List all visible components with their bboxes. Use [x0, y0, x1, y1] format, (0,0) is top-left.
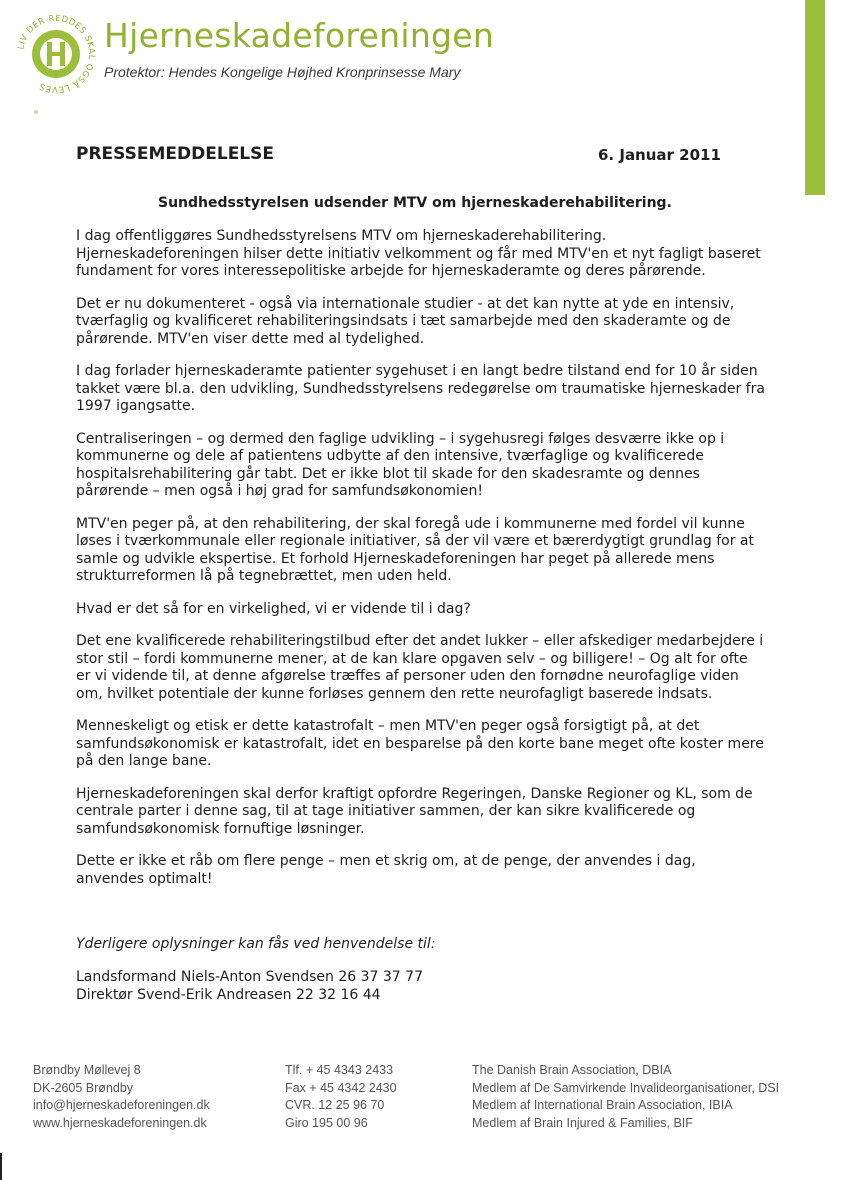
- body-paragraph: Hjerneskadeforeningen skal derfor kraftigt opfordre Regeringen, Danske Regioner og KL, som de centrale parter i denne sag, til at tage initiativer sammen, der kan sikre kvalificerede og samfundsøkonomisk fornuftige løsninger.: [76, 785, 753, 837]
- contact-list: [76, 968, 423, 1004]
- contact-intro: Yderligere oplysninger kan fås ved henvendelse til:: [76, 936, 436, 952]
- document-type-label: PRESSEMEDDELELSE: [76, 144, 274, 164]
- footer-city: DK-2605 Brøndby: [33, 1080, 134, 1095]
- footer-contact-numbers: [285, 1062, 397, 1132]
- footer-street: Brøndby Møllevej 8: [33, 1063, 141, 1077]
- body-paragraph: Hvad er det så for en virkelighed, vi er vidende til i dag?: [76, 600, 471, 617]
- scan-edge-mark: [0, 1153, 2, 1180]
- membership-line: Medlem af De Samvirkende Invalideorganisationer, DSI: [472, 1080, 780, 1095]
- body-paragraph: I dag offentliggøres Sundhedsstyrelsens MTV om hjerneskaderehabilitering. Hjerneskadeforeningen hilser dette initiativ velkomment og får med MTV'en et nyt fagligt baseret fundament for vores interessepolitiske arbejde for hjerneskaderamte og deres pårørende.: [76, 228, 761, 279]
- brand-color-bar: [805, 0, 825, 195]
- footer-phone: Tlf. + 45 4343 2433: [285, 1063, 394, 1077]
- contact-line: Landsformand Niels-Anton Svendsen 26 37 37 77: [76, 969, 423, 985]
- body-paragraph: Menneskeligt og etisk er dette katastrofalt – men MTV'en peger også forsigtigt på, at det samfundsøkonomisk er katastrofalt, idet en besparelse på den korte bane meget ofte koster mere på den lange bane.: [76, 718, 764, 769]
- body-paragraph: Det er nu dokumenteret - også via internationale studier - at det kan nytte at yde en intensiv, tværfaglig og kvalificeret rehabiliteringsindsats i tæt samarbejde med den skaderamte og de pårørende. MTV'en viser dette med al tydelighed.: [76, 295, 735, 347]
- logo-ring-text: LIV DER REDDES SKAL OGSÅ LEVES: [16, 13, 97, 95]
- release-date: 6. Januar 2011: [598, 146, 721, 164]
- body-paragraph: Det ene kvalificerede rehabiliteringstilbud efter det andet lukker – eller afskediger medarbejdere i stor stil – fordi kommunerne mener, at de kan klare opgaven selv – og billigere! – Og alt for ofte er vi vidende til, at denne afgørelse træffes af personer uden den fornødne neurofaglige viden om, hvilket potentiale der kunne forløses gennem den rette neurofagligt baserede indsats.: [76, 633, 764, 702]
- membership-line: Medlem af International Brain Association, IBIA: [472, 1098, 733, 1112]
- protector-line: Protektor: Hendes Kongelige Højhed Kronprinsesse Mary: [104, 64, 461, 80]
- press-headline: Sundhedsstyrelsen udsender MTV om hjerneskaderehabilitering.: [158, 195, 672, 211]
- contact-line: Direktør Svend-Erik Andreasen 22 32 16 44: [76, 987, 381, 1003]
- organization-logo: [14, 12, 98, 96]
- body-paragraph: Dette er ikke et råb om flere penge – men et skrig om, at de penge, der anvendes i dag, anvendes optimalt!: [76, 853, 696, 887]
- footer-giro: Giro 195 00 96: [285, 1115, 368, 1130]
- footer-cvr: CVR. 12 25 96 70: [285, 1098, 385, 1112]
- membership-line: Medlem af Brain Injured & Families, BIF: [472, 1115, 693, 1130]
- footer-email-link[interactable]: info@hjerneskadeforeningen.dk: [33, 1098, 210, 1112]
- footer-address: [33, 1062, 210, 1132]
- body-paragraph: I dag forlader hjerneskaderamte patienter sygehuset i en langt bedre tilstand end for 10 år siden takket være bl.a. den udvikling, Sundhedsstyrelsens redegørelse om traumatiske hjerneskader fra 1997 igangsatte.: [76, 363, 765, 414]
- footer-fax: Fax + 45 4342 2430: [285, 1080, 397, 1095]
- decorative-dot: [34, 110, 38, 114]
- body-paragraph: MTV'en peger på, at den rehabilitering, der skal foregå ude i kommunerne med fordel vil kunne løses i tværkommunale eller regionale initiativer, så der vil være et bærerdygtigt grundlag for at samle og udvikle ekspertise. Et forhold Hjerneskadeforeningen har peget på allerede mens strukturreformen lå på tegnebrættet, men uden held.: [76, 515, 754, 584]
- organization-name: Hjerneskadeforeningen: [104, 16, 495, 55]
- body-paragraph: Centraliseringen – og dermed den faglige udvikling – i sygehusregi følges desværre ikke op i kommunerne og dele af patientens udbytte af den intensive, tværfaglige og kvalificerede hospitalsrehabilitering går tabt. Det er ikke blot til skade for den skadesramte og dennes pårørende – men også i høj grad for samfundsøkonomien!: [76, 430, 725, 499]
- footer-memberships: [472, 1062, 779, 1132]
- footer-website-link[interactable]: www.hjerneskadeforeningen.dk: [33, 1115, 207, 1130]
- membership-line: The Danish Brain Association, DBIA: [472, 1063, 672, 1077]
- press-body: [76, 228, 766, 903]
